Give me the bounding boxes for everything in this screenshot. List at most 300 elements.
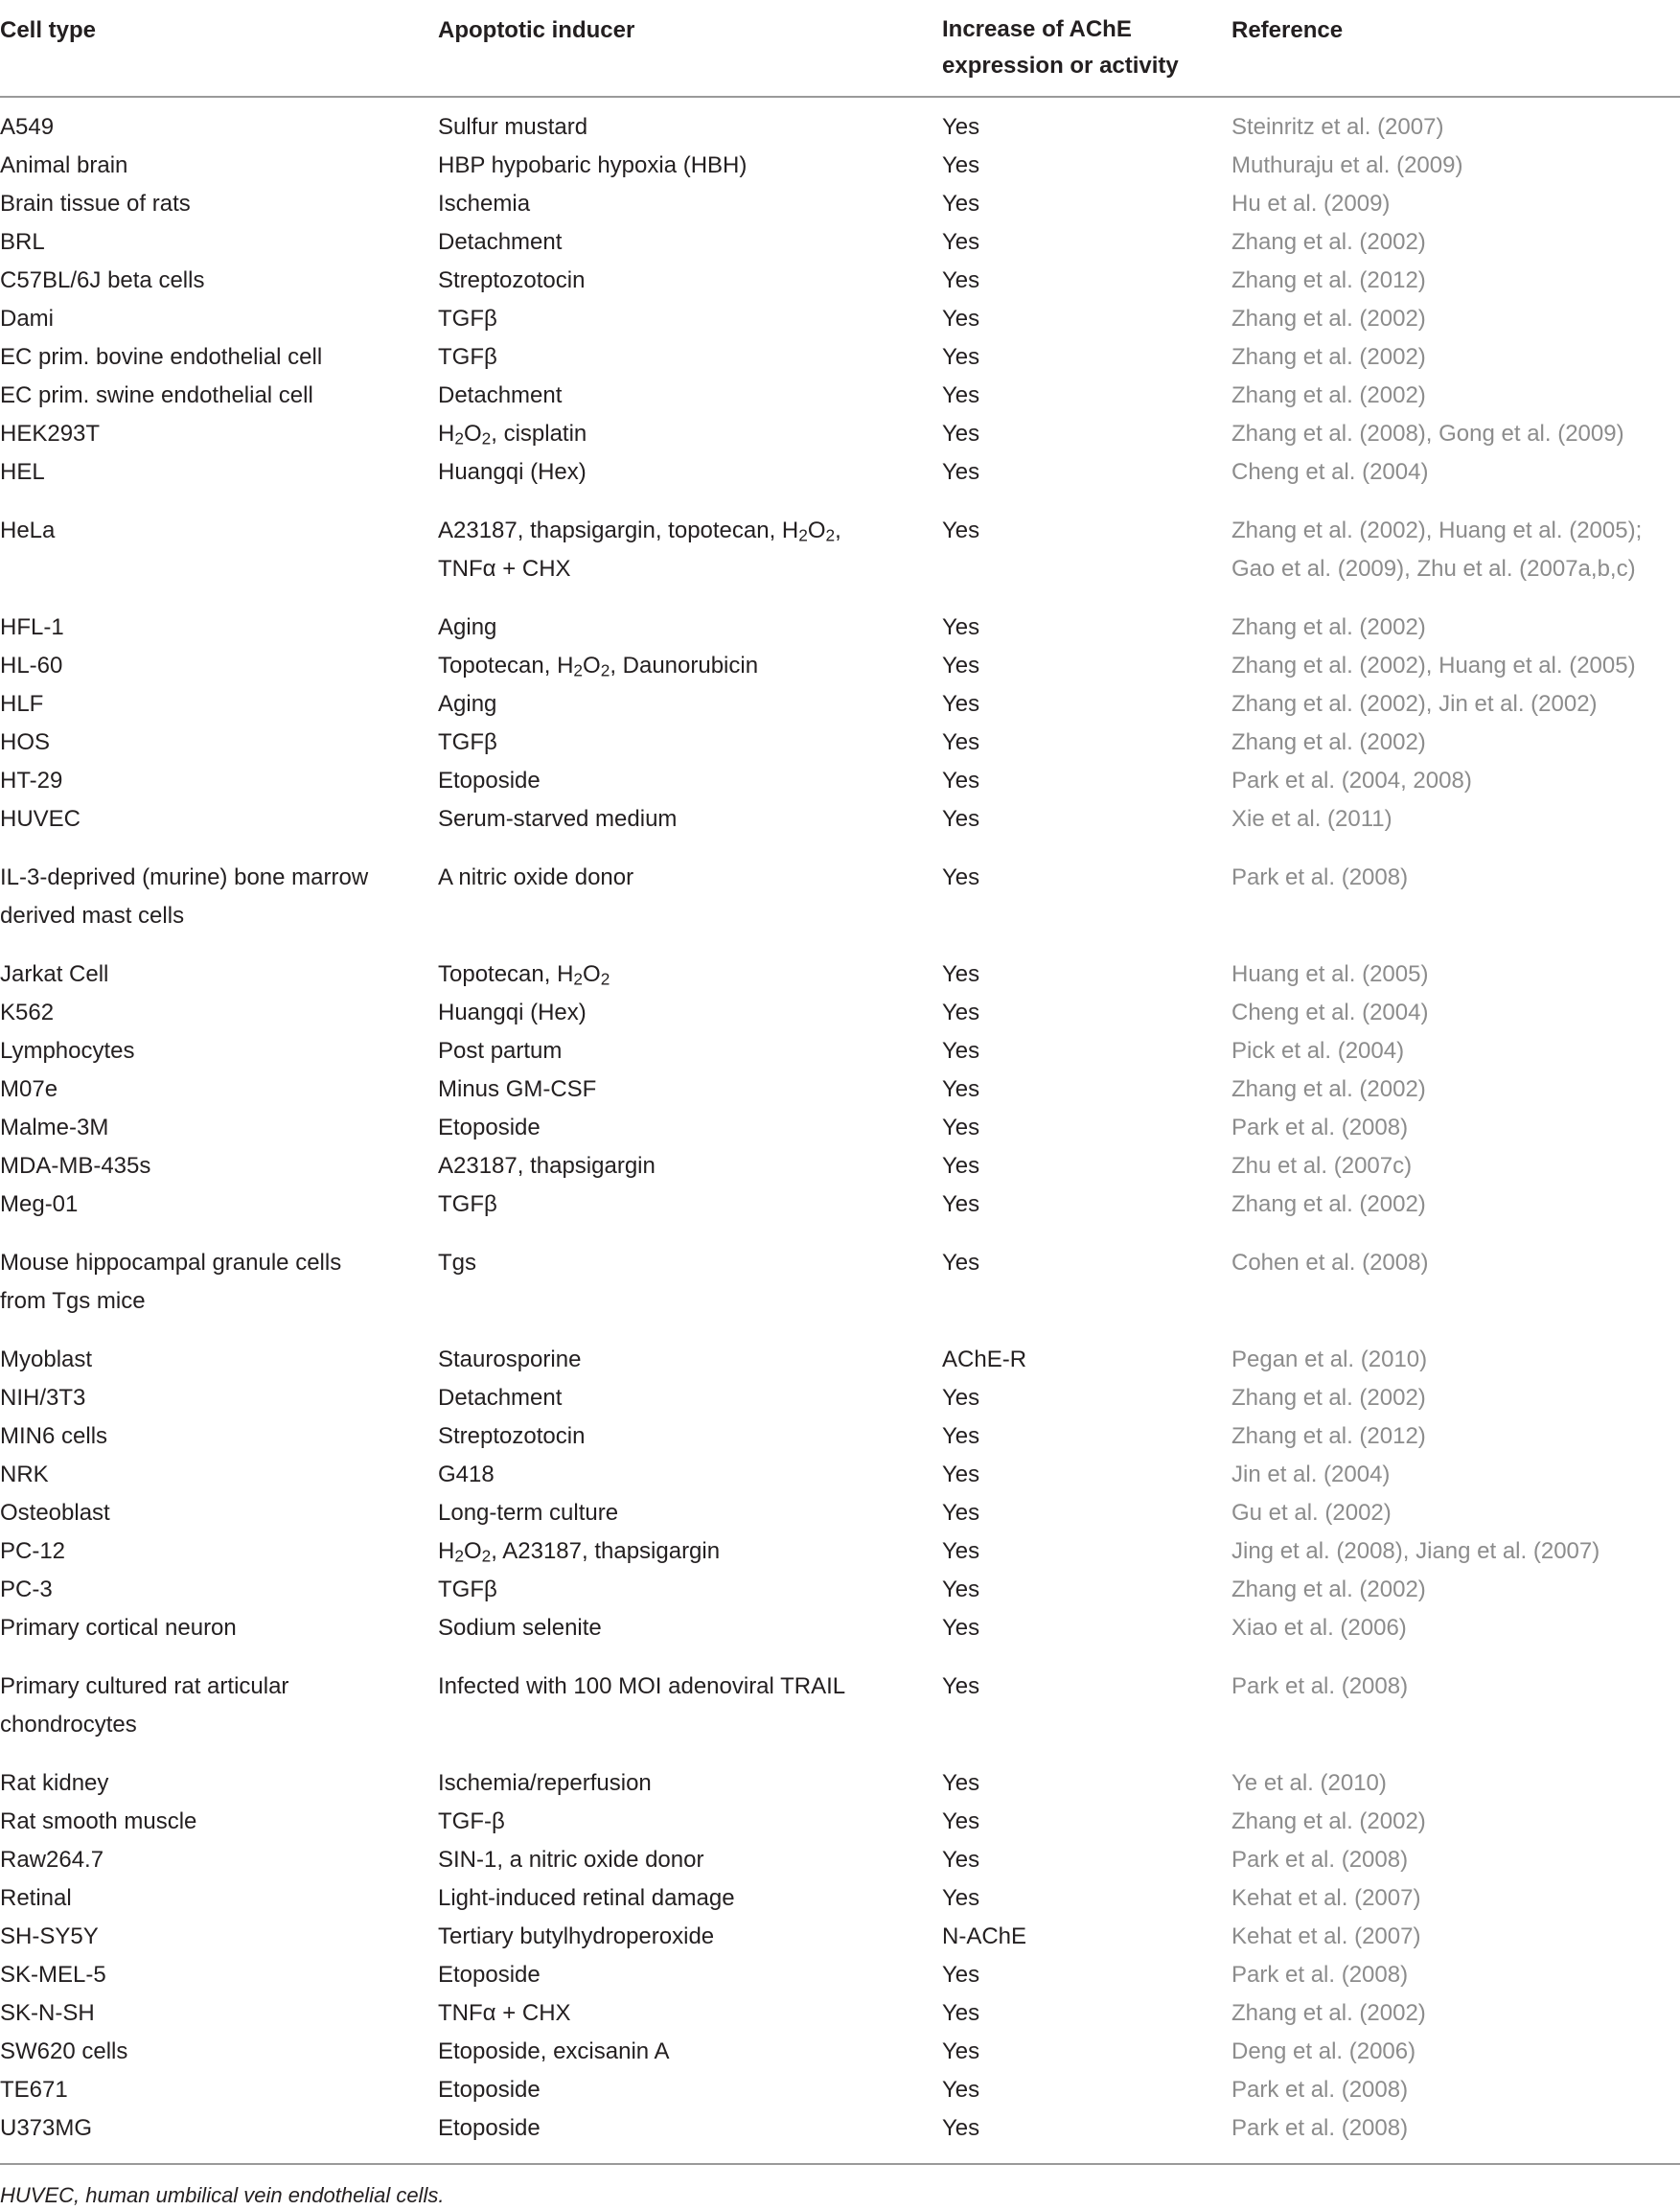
cell-type-cell	[0, 1918, 99, 1956]
inducer-cell	[438, 1841, 703, 1879]
cell-type-cell-line: HLF	[0, 691, 44, 717]
cell-type-cell	[0, 1109, 108, 1147]
reference-cell	[1231, 685, 1598, 724]
ache-increase-cell	[942, 1456, 979, 1494]
inducer-cell-line: Sodium selenite	[438, 1615, 602, 1641]
reference-cell	[1231, 262, 1426, 300]
inducer-cell	[438, 1456, 495, 1494]
inducer-cell-line: Infected with 100 MOI adenoviral TRAIL	[438, 1673, 846, 1699]
ache-increase-cell	[942, 994, 979, 1032]
inducer-cell-line: Etoposide	[438, 1115, 541, 1140]
reference-cell-line: Cohen et al. (2008)	[1231, 1250, 1429, 1276]
ache-increase-cell-line: Yes	[942, 1962, 980, 1988]
table-row	[0, 1070, 1680, 1109]
cell-type-cell	[0, 2033, 127, 2071]
reference-cell	[1231, 512, 1642, 588]
reference-cell-line: Gu et al. (2002)	[1231, 1500, 1392, 1526]
inducer-cell-line: Aging	[438, 691, 497, 717]
header-ache-increase-line1: Increase of AChE	[942, 16, 1132, 42]
reference-cell	[1231, 108, 1443, 147]
cell-type-cell-line: U373MG	[0, 2115, 93, 2141]
reference-cell-line: Zhang et al. (2002)	[1231, 1577, 1426, 1602]
table-row	[0, 955, 1680, 994]
ache-increase-cell-line: Yes	[942, 614, 980, 640]
cell-type-cell-line: IL-3-deprived (murine) bone marrow	[0, 864, 369, 890]
reference-cell	[1231, 1571, 1426, 1609]
ache-increase-cell-line: Yes	[942, 518, 980, 543]
ache-increase-cell	[942, 1244, 979, 1282]
reference-cell-line: Zhang et al. (2002)	[1231, 229, 1426, 255]
inducer-cell	[438, 223, 562, 262]
table-row	[0, 1186, 1680, 1224]
table-row	[0, 1956, 1680, 1994]
ache-increase-cell	[942, 859, 979, 897]
cell-type-cell-line: NIH/3T3	[0, 1385, 86, 1411]
ache-increase-cell-line: Yes	[942, 1191, 980, 1217]
cell-type-cell	[0, 2071, 68, 2109]
inducer-cell	[438, 1341, 581, 1379]
reference-cell	[1231, 1956, 1408, 1994]
table-row	[0, 338, 1680, 377]
ache-increase-cell-line: Yes	[942, 152, 980, 178]
cell-type-cell	[0, 1803, 196, 1841]
reference-cell-line: Park et al. (2008)	[1231, 2077, 1409, 2103]
table-row	[0, 262, 1680, 300]
ache-increase-cell	[942, 2071, 979, 2109]
cell-type-cell	[0, 1668, 288, 1744]
cell-type-cell	[0, 262, 204, 300]
reference-cell-line: Zhang et al. (2002), Huang et al. (2005)	[1231, 653, 1636, 679]
cell-type-cell-line: MDA-MB-435s	[0, 1153, 151, 1179]
reference-cell-line: Kehat et al. (2007)	[1231, 1885, 1421, 1911]
reference-cell-line: Gao et al. (2009), Zhu et al. (2007a,b,c)	[1231, 556, 1636, 582]
reference-cell	[1231, 2109, 1408, 2148]
cell-type-cell-line: Rat smooth muscle	[0, 1808, 197, 1834]
ache-increase-cell-line: Yes	[942, 306, 980, 332]
inducer-cell-line: Etoposide	[438, 2115, 541, 2141]
cell-type-cell-line: HOS	[0, 729, 51, 755]
cell-type-cell-line: A549	[0, 114, 55, 140]
cell-type-cell	[0, 1341, 92, 1379]
reference-cell	[1231, 955, 1428, 994]
cell-type-cell-line: HL-60	[0, 653, 63, 679]
ache-increase-cell	[942, 1918, 1026, 1956]
cell-type-cell-line: Jarkat Cell	[0, 961, 109, 987]
table-row	[0, 859, 1680, 935]
table-row	[0, 1532, 1680, 1571]
reference-cell	[1231, 185, 1390, 223]
ache-increase-cell-line: Yes	[942, 729, 980, 755]
reference-cell	[1231, 223, 1426, 262]
inducer-cell	[438, 2109, 541, 2148]
reference-cell	[1231, 377, 1426, 415]
cell-type-cell-line: BRL	[0, 229, 45, 255]
inducer-cell-line: A nitric oxide donor	[438, 864, 634, 890]
table-row	[0, 1841, 1680, 1879]
ache-increase-cell-line: Yes	[942, 1538, 980, 1564]
reference-cell-line: Zhang et al. (2008), Gong et al. (2009)	[1231, 421, 1624, 447]
reference-cell	[1231, 724, 1426, 762]
table-row	[0, 185, 1680, 223]
ache-increase-cell	[942, 1032, 979, 1070]
cell-type-cell	[0, 1032, 135, 1070]
inducer-cell	[438, 1494, 618, 1532]
cell-type-cell	[0, 147, 127, 185]
cell-type-cell	[0, 1379, 85, 1417]
inducer-cell-line: Ischemia	[438, 191, 531, 217]
cell-type-cell-line: PC-12	[0, 1538, 66, 1564]
cell-type-cell	[0, 1571, 53, 1609]
cell-type-cell	[0, 108, 54, 147]
reference-cell-line: Pick et al. (2004)	[1231, 1038, 1405, 1064]
reference-cell	[1231, 1186, 1426, 1224]
inducer-cell	[438, 1994, 571, 2033]
ache-increase-cell	[942, 1841, 979, 1879]
ache-increase-cell-line: Yes	[942, 768, 980, 794]
ache-increase-cell-line: Yes	[942, 653, 980, 679]
table-row	[0, 1803, 1680, 1841]
reference-cell-line: Zhang et al. (2002)	[1231, 1808, 1426, 1834]
table-row	[0, 415, 1680, 453]
table-row	[0, 2109, 1680, 2148]
inducer-cell-line: Minus GM-CSF	[438, 1076, 597, 1102]
cell-type-cell-line: chondrocytes	[0, 1712, 137, 1738]
ache-increase-cell-line: Yes	[942, 267, 980, 293]
inducer-cell-line: Long-term culture	[438, 1500, 619, 1526]
reference-cell-line: Jing et al. (2008), Jiang et al. (2007)	[1231, 1538, 1600, 1564]
ache-increase-cell	[942, 1341, 1026, 1379]
cell-type-cell-line: SW620 cells	[0, 2038, 128, 2064]
table-row	[0, 223, 1680, 262]
cell-type-cell-line: M07e	[0, 1076, 58, 1102]
inducer-cell	[438, 1918, 714, 1956]
bottom-rule	[0, 2163, 1680, 2165]
ache-increase-cell-line: N-AChE	[942, 1923, 1027, 1949]
ache-increase-cell	[942, 2033, 979, 2071]
table-row	[0, 1417, 1680, 1456]
ache-increase-cell	[942, 377, 979, 415]
inducer-cell	[438, 1668, 845, 1706]
ache-increase-cell-line: Yes	[942, 806, 980, 832]
inducer-cell-line: Streptozotocin	[438, 267, 586, 293]
cell-type-cell-line: EC prim. swine endothelial cell	[0, 382, 313, 408]
reference-cell	[1231, 994, 1428, 1032]
reference-cell	[1231, 1341, 1427, 1379]
inducer-cell	[438, 1186, 497, 1224]
inducer-cell-line: TGFβ	[438, 1191, 497, 1217]
cell-type-cell	[0, 300, 54, 338]
inducer-cell	[438, 724, 497, 762]
inducer-cell-line: Streptozotocin	[438, 1423, 586, 1449]
inducer-cell-line: Huangqi (Hex)	[438, 1000, 587, 1025]
inducer-cell-line: Detachment	[438, 229, 563, 255]
reference-cell	[1231, 859, 1408, 897]
reference-cell-line: Park et al. (2008)	[1231, 1962, 1409, 1988]
cell-type-cell-line: NRK	[0, 1462, 49, 1487]
ache-increase-cell	[942, 2109, 979, 2148]
table-row	[0, 685, 1680, 724]
ache-increase-cell-line: Yes	[942, 1615, 980, 1641]
cell-type-cell	[0, 994, 54, 1032]
cell-type-cell	[0, 685, 43, 724]
ache-increase-cell-line: Yes	[942, 961, 980, 987]
inducer-cell	[438, 415, 587, 453]
reference-cell	[1231, 647, 1636, 685]
ache-increase-cell	[942, 609, 979, 647]
cell-type-cell-line: HT-29	[0, 768, 63, 794]
table-row	[0, 1244, 1680, 1321]
reference-cell	[1231, 609, 1426, 647]
cell-type-cell	[0, 223, 45, 262]
reference-cell-line: Xie et al. (2011)	[1231, 806, 1392, 832]
cell-type-cell	[0, 1956, 106, 1994]
reference-cell	[1231, 1668, 1408, 1706]
cell-type-cell	[0, 185, 191, 223]
inducer-cell	[438, 955, 610, 994]
ache-increase-cell	[942, 262, 979, 300]
cell-type-cell-line: Malme-3M	[0, 1115, 109, 1140]
inducer-cell-line: SIN-1, a nitric oxide donor	[438, 1847, 704, 1873]
reference-cell-line: Zhang et al. (2002), Huang et al. (2005);	[1231, 518, 1643, 543]
ache-increase-cell	[942, 185, 979, 223]
cell-type-cell-line: Myoblast	[0, 1347, 93, 1372]
cell-type-cell-line: Osteoblast	[0, 1500, 110, 1526]
table-row	[0, 762, 1680, 800]
ache-increase-cell	[942, 108, 979, 147]
reference-cell-line: Zhang et al. (2002)	[1231, 344, 1426, 370]
reference-cell-line: Deng et al. (2006)	[1231, 2038, 1416, 2064]
ache-increase-cell-line: Yes	[942, 691, 980, 717]
reference-cell-line: Zhang et al. (2002)	[1231, 614, 1426, 640]
inducer-cell-line: Serum-starved medium	[438, 806, 678, 832]
cell-type-cell	[0, 1994, 95, 2033]
table-row	[0, 609, 1680, 647]
ache-increase-cell	[942, 647, 979, 685]
cell-type-cell	[0, 1147, 150, 1186]
table-row	[0, 1147, 1680, 1186]
inducer-cell-line: TGFβ	[438, 344, 497, 370]
ache-increase-cell-line: Yes	[942, 1076, 980, 1102]
reference-cell-line: Zhu et al. (2007c)	[1231, 1153, 1413, 1179]
table-row	[0, 1668, 1680, 1744]
reference-cell	[1231, 147, 1462, 185]
inducer-cell-line: TGFβ	[438, 729, 497, 755]
reference-cell	[1231, 1764, 1387, 1803]
header-ache-increase	[942, 12, 1179, 84]
cell-type-cell-line: EC prim. bovine endothelial cell	[0, 344, 323, 370]
ache-increase-cell	[942, 762, 979, 800]
ache-increase-cell-line: Yes	[942, 1385, 980, 1411]
reference-cell	[1231, 1803, 1426, 1841]
inducer-cell-line: TGF-β	[438, 1808, 505, 1834]
inducer-cell-line: G418	[438, 1462, 495, 1487]
ache-increase-cell	[942, 1668, 979, 1706]
ache-increase-cell-line: Yes	[942, 1115, 980, 1140]
ache-increase-cell-line: Yes	[942, 1423, 980, 1449]
ache-increase-cell-line: Yes	[942, 1885, 980, 1911]
table-row	[0, 147, 1680, 185]
cell-type-cell-line: TE671	[0, 2077, 68, 2103]
cell-type-cell	[0, 377, 313, 415]
reference-cell-line: Zhang et al. (2012)	[1231, 1423, 1426, 1449]
ache-increase-cell	[942, 1417, 979, 1456]
cell-type-cell-line: Retinal	[0, 1885, 72, 1911]
cell-type-cell-line: HEK293T	[0, 421, 101, 447]
ache-increase-cell-line: Yes	[942, 1250, 980, 1276]
ache-increase-cell	[942, 338, 979, 377]
reference-cell-line: Ye et al. (2010)	[1231, 1770, 1387, 1796]
ache-increase-cell-line: Yes	[942, 2077, 980, 2103]
table-row	[0, 512, 1680, 588]
reference-cell-line: Park et al. (2008)	[1231, 1847, 1409, 1873]
ache-increase-cell	[942, 1764, 979, 1803]
inducer-cell-line: Staurosporine	[438, 1347, 582, 1372]
inducer-cell-line: Aging	[438, 614, 497, 640]
cell-type-cell-line: HUVEC	[0, 806, 81, 832]
reference-cell-line: Zhang et al. (2002)	[1231, 1076, 1426, 1102]
inducer-cell	[438, 108, 587, 147]
reference-cell-line: Kehat et al. (2007)	[1231, 1923, 1421, 1949]
inducer-cell-line: HBP hypobaric hypoxia (HBH)	[438, 152, 748, 178]
cell-type-cell	[0, 2109, 92, 2148]
reference-cell	[1231, 453, 1428, 492]
reference-cell	[1231, 1244, 1428, 1282]
cell-type-cell-line: SH-SY5Y	[0, 1923, 99, 1949]
table-row	[0, 453, 1680, 492]
cell-type-cell-line: from Tgs mice	[0, 1288, 146, 1314]
reference-cell-line: Zhang et al. (2002)	[1231, 306, 1426, 332]
ache-increase-cell	[942, 1109, 979, 1147]
ache-increase-cell-line: Yes	[942, 2115, 980, 2141]
header-cell-type: Cell type	[0, 17, 97, 43]
cell-type-cell	[0, 1417, 107, 1456]
cell-type-cell-line: SK-MEL-5	[0, 1962, 106, 1988]
reference-cell-line: Pegan et al. (2010)	[1231, 1347, 1428, 1372]
inducer-cell	[438, 1417, 585, 1456]
cell-type-cell	[0, 1764, 108, 1803]
reference-cell-line: Park et al. (2008)	[1231, 1673, 1409, 1699]
inducer-cell-line: TNFα + CHX	[438, 556, 571, 582]
inducer-cell	[438, 1571, 497, 1609]
ache-increase-cell-line: Yes	[942, 1673, 980, 1699]
ache-increase-cell	[942, 147, 979, 185]
table-row	[0, 1918, 1680, 1956]
reference-cell-line: Steinritz et al. (2007)	[1231, 114, 1444, 140]
cell-type-cell	[0, 1841, 104, 1879]
reference-cell-line: Zhang et al. (2002), Jin et al. (2002)	[1231, 691, 1598, 717]
reference-cell-line: Zhang et al. (2002)	[1231, 729, 1426, 755]
inducer-cell	[438, 647, 758, 685]
reference-cell	[1231, 1918, 1420, 1956]
inducer-cell-line: Etoposide	[438, 768, 541, 794]
table-row	[0, 1456, 1680, 1494]
reference-cell	[1231, 1609, 1407, 1647]
reference-cell-line: Xiao et al. (2006)	[1231, 1615, 1407, 1641]
reference-cell-line: Muthuraju et al. (2009)	[1231, 152, 1463, 178]
ache-increase-cell-line: Yes	[942, 382, 980, 408]
inducer-cell-line: Topotecan, $H_2O_2$, Daunorubicin	[438, 653, 759, 680]
header-reference: Reference	[1231, 17, 1344, 43]
cell-type-cell	[0, 724, 50, 762]
cell-type-cell-line: derived mast cells	[0, 903, 185, 929]
inducer-cell-line: Etoposide, excisanin A	[438, 2038, 670, 2064]
ache-increase-cell	[942, 724, 979, 762]
reference-cell	[1231, 415, 1624, 453]
inducer-cell-line: Detachment	[438, 1385, 563, 1411]
table-row	[0, 994, 1680, 1032]
inducer-cell-line: Light-induced retinal damage	[438, 1885, 735, 1911]
cell-type-cell-line: Dami	[0, 306, 55, 332]
ache-increase-cell-line: Yes	[942, 1000, 980, 1025]
reference-cell-line: Zhang et al. (2002)	[1231, 382, 1426, 408]
inducer-cell	[438, 300, 497, 338]
table-row	[0, 724, 1680, 762]
cell-type-cell	[0, 338, 322, 377]
inducer-cell-line: Post partum	[438, 1038, 563, 1064]
inducer-cell-line: A23187, thapsigargin, topotecan, $H_2O_2$,	[438, 518, 841, 545]
reference-cell	[1231, 300, 1426, 338]
ache-increase-cell	[942, 800, 979, 839]
cell-type-cell	[0, 859, 368, 935]
inducer-cell	[438, 1764, 652, 1803]
cell-type-cell	[0, 453, 45, 492]
ache-increase-cell-line: Yes	[942, 2000, 980, 2026]
reference-cell	[1231, 1032, 1404, 1070]
ache-increase-cell-line: Yes	[942, 2038, 980, 2064]
inducer-cell-line: Etoposide	[438, 1962, 541, 1988]
reference-cell-line: Zhang et al. (2002)	[1231, 1385, 1426, 1411]
inducer-cell-line: $H_2O_2$, A23187, thapsigargin	[438, 1538, 721, 1566]
reference-cell-line: Zhang et al. (2002)	[1231, 2000, 1426, 2026]
cell-type-cell-line: Meg-01	[0, 1191, 79, 1217]
header-apoptotic-inducer: Apoptotic inducer	[438, 17, 635, 43]
inducer-cell	[438, 185, 530, 223]
reference-cell	[1231, 1456, 1390, 1494]
cell-type-cell	[0, 512, 55, 550]
reference-cell-line: Park et al. (2008)	[1231, 2115, 1409, 2141]
ache-increase-cell	[942, 685, 979, 724]
cell-type-cell-line: SK-N-SH	[0, 2000, 95, 2026]
ache-increase-cell-line: Yes	[942, 1847, 980, 1873]
ache-increase-cell	[942, 1379, 979, 1417]
reference-cell-line: Park et al. (2004, 2008)	[1231, 768, 1472, 794]
header-rule	[0, 96, 1680, 98]
cell-type-cell-line: Animal brain	[0, 152, 128, 178]
cell-type-cell	[0, 1456, 49, 1494]
ache-increase-cell-line: Yes	[942, 1808, 980, 1834]
cell-type-cell	[0, 1532, 65, 1571]
ache-increase-cell-line: Yes	[942, 344, 980, 370]
reference-cell	[1231, 1532, 1599, 1571]
ache-increase-cell	[942, 415, 979, 453]
table-row	[0, 1494, 1680, 1532]
ache-increase-cell-line: AChE-R	[942, 1347, 1027, 1372]
reference-cell	[1231, 1494, 1392, 1532]
inducer-cell-line: Detachment	[438, 382, 563, 408]
inducer-cell	[438, 859, 633, 897]
table-row	[0, 1879, 1680, 1918]
inducer-cell	[438, 685, 496, 724]
ache-increase-cell	[942, 1532, 979, 1571]
table-row	[0, 800, 1680, 839]
inducer-cell	[438, 1244, 476, 1282]
ache-increase-cell	[942, 223, 979, 262]
table-row	[0, 1994, 1680, 2033]
ache-increase-cell	[942, 1803, 979, 1841]
inducer-cell-line: TGFβ	[438, 1577, 497, 1602]
cell-type-cell	[0, 1186, 78, 1224]
ache-increase-cell	[942, 1571, 979, 1609]
